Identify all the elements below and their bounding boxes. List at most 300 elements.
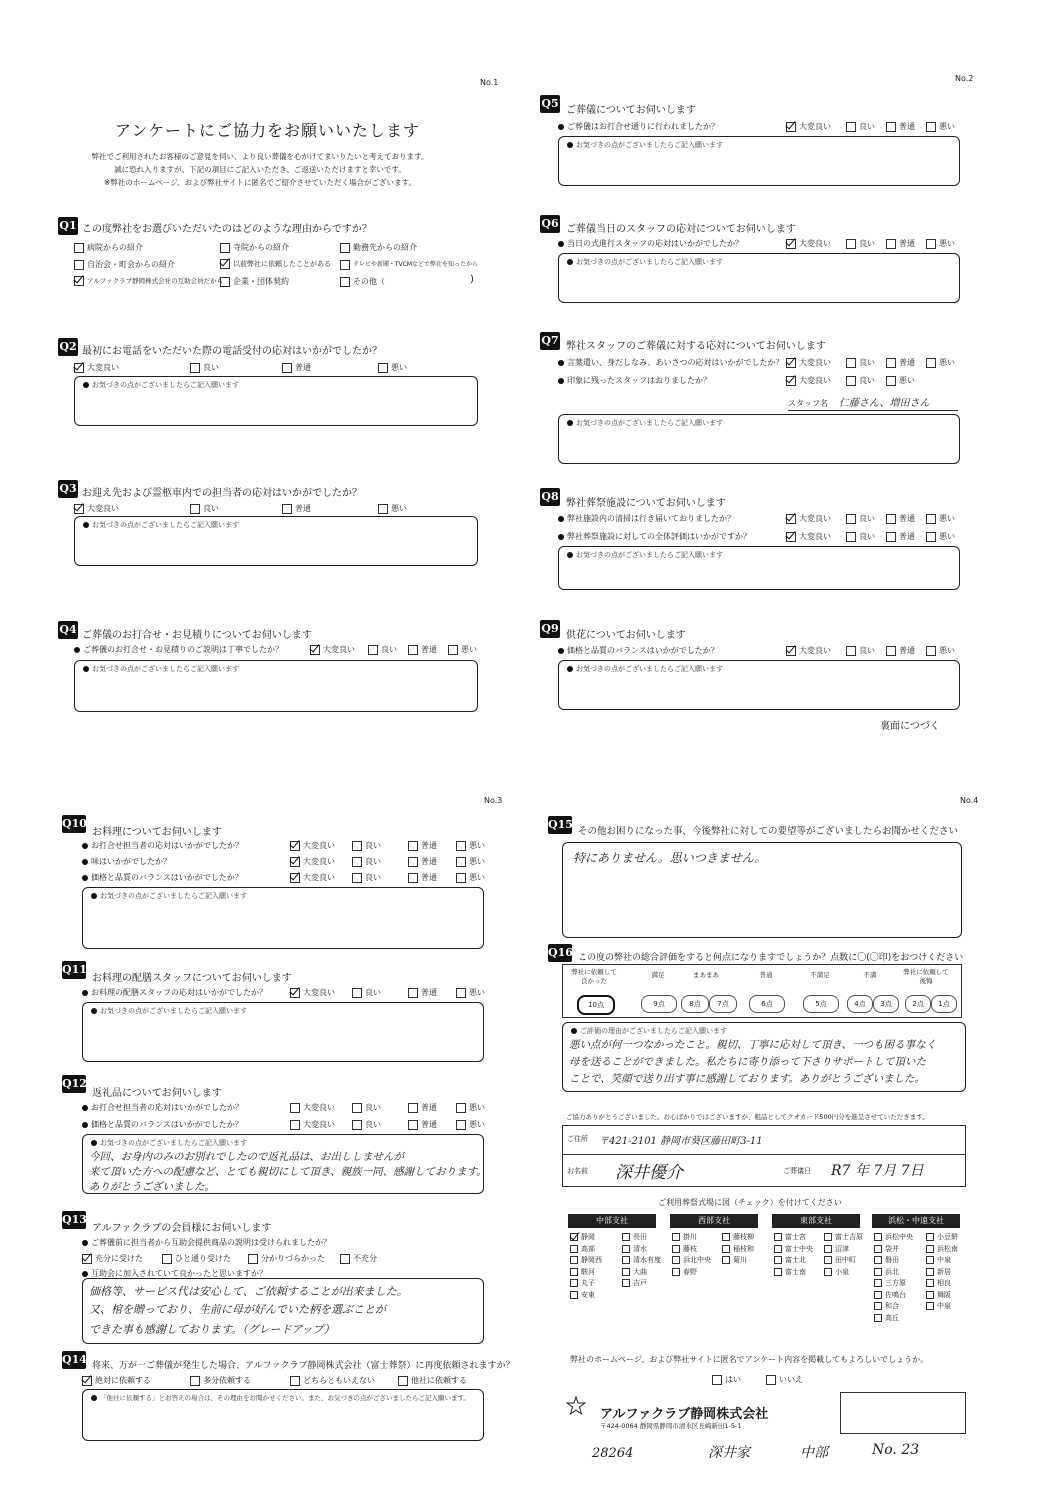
q5-option-4[interactable]: 悪い <box>926 121 955 132</box>
checkbox[interactable] <box>340 277 350 287</box>
q8-option-3[interactable]: 普通 <box>886 513 915 524</box>
q7-staff-field[interactable] <box>788 394 958 411</box>
q13-option-3[interactable]: 分かりづらかった <box>248 1253 325 1264</box>
q10-row2-opt3[interactable]: 普通 <box>408 856 437 867</box>
q7-option-3[interactable]: 普通 <box>886 357 915 368</box>
q5-option-3[interactable]: 普通 <box>886 121 915 132</box>
checkbox[interactable] <box>886 239 896 249</box>
q8-option2-1[interactable]: 大変良い <box>786 531 831 542</box>
branch-option[interactable] <box>926 1244 958 1254</box>
checkbox[interactable] <box>846 514 856 524</box>
checkbox[interactable] <box>712 1375 722 1385</box>
q3-option-4[interactable]: 悪い <box>378 503 407 514</box>
checkbox[interactable] <box>248 1254 258 1264</box>
checkbox[interactable] <box>824 1245 832 1253</box>
q5-option-1[interactable]: 大変良い <box>786 121 831 132</box>
branch-option[interactable] <box>672 1267 697 1277</box>
q3-option-2[interactable]: 良い <box>190 503 219 514</box>
q1-option[interactable]: 以前弊社に依頼したことがある <box>220 259 331 269</box>
checkbox[interactable] <box>846 122 856 132</box>
branch-option[interactable] <box>926 1232 958 1242</box>
checkbox[interactable] <box>672 1256 680 1264</box>
checkbox[interactable] <box>874 1233 882 1241</box>
checkbox[interactable] <box>926 1233 934 1241</box>
checkbox-checked[interactable] <box>570 1233 578 1241</box>
q14-option-2[interactable]: 多分依頼する <box>190 1375 251 1386</box>
q7-option-2[interactable]: 良い <box>846 357 875 368</box>
checkbox[interactable] <box>874 1314 882 1322</box>
checkbox-checked[interactable] <box>786 514 796 524</box>
checkbox[interactable] <box>352 1103 362 1113</box>
q13-option-2[interactable]: ひと通り受けた <box>162 1253 231 1264</box>
checkbox-checked[interactable] <box>290 988 300 998</box>
branch-header-seibu: 西部支社 <box>670 1214 758 1228</box>
q13-sub-2: 互助会に加入されていて良かったと思いますか？ <box>82 1268 267 1279</box>
checkbox[interactable] <box>190 363 200 373</box>
branch-option[interactable] <box>672 1244 697 1254</box>
checkbox[interactable] <box>456 841 466 851</box>
branch-option[interactable] <box>874 1278 906 1288</box>
checkbox-checked[interactable] <box>82 1254 92 1264</box>
branch-option-label: 春野 <box>683 1267 697 1276</box>
checkbox[interactable] <box>408 1103 418 1113</box>
branch-option[interactable] <box>672 1255 711 1265</box>
privacy-box <box>840 1392 966 1434</box>
q12-row1-opt1[interactable]: 大変良い <box>290 1102 335 1113</box>
checkbox[interactable] <box>672 1268 680 1276</box>
q12-row1-opt2[interactable]: 良い <box>352 1102 381 1113</box>
checkbox[interactable] <box>846 239 856 249</box>
checkbox[interactable] <box>622 1245 630 1253</box>
q1-option[interactable]: 企業・団体契約 <box>220 276 289 287</box>
q2-option-4[interactable]: 悪い <box>378 362 407 373</box>
checkbox[interactable] <box>926 514 936 524</box>
checkbox-checked[interactable] <box>82 1376 92 1386</box>
branch-option-label: 佐鳴台 <box>885 1290 906 1299</box>
q12-row2-opt2[interactable]: 良い <box>352 1119 381 1130</box>
q7-option-4[interactable]: 悪い <box>926 357 955 368</box>
checkbox[interactable] <box>926 122 936 132</box>
checkbox[interactable] <box>408 857 418 867</box>
branch-option[interactable] <box>722 1255 747 1265</box>
publish-question: 弊社のホームページ、および弊社サイトに匿名でアンケート内容を掲載してもよろしいでしょうか。 <box>570 1355 929 1364</box>
q1-option[interactable]: アルファクラブ静岡株式会社の互助会員だから <box>74 276 223 286</box>
checkbox-checked[interactable] <box>74 504 84 514</box>
branch-option[interactable] <box>824 1244 849 1254</box>
checkbox[interactable] <box>352 1120 362 1130</box>
checkbox[interactable] <box>570 1268 578 1276</box>
q4-option-2[interactable]: 良い <box>368 644 397 655</box>
checkbox[interactable] <box>926 1302 934 1310</box>
checkbox[interactable] <box>886 376 896 386</box>
branch-option-label: 三方原 <box>885 1279 906 1287</box>
checkbox[interactable] <box>672 1233 680 1241</box>
q2-option-3[interactable]: 普通 <box>282 362 311 373</box>
q3-question: お迎え先および霊柩車内での担当者の応対はいかがでしたか？ <box>82 488 362 499</box>
q15-comment-box[interactable] <box>562 842 962 938</box>
branch-option[interactable] <box>926 1255 951 1265</box>
branch-option[interactable] <box>570 1278 595 1288</box>
checkbox[interactable] <box>874 1268 882 1276</box>
q14-comment-box[interactable]: 「他社に依頼する」とお答えの場合は、その理由をお聞かせください。また、お気づきの点がございましたらご記入願います。 <box>82 1389 484 1441</box>
q12-row1-opt3[interactable]: 普通 <box>408 1102 437 1113</box>
q12-question: 返礼品についてお伺いします <box>92 1088 222 1099</box>
checkbox[interactable] <box>448 645 458 655</box>
checkbox[interactable] <box>622 1268 630 1276</box>
q10-row2-opt2[interactable]: 良い <box>352 856 381 867</box>
checkbox[interactable] <box>74 243 84 253</box>
q12-row2-opt1[interactable]: 大変良い <box>290 1119 335 1130</box>
q9-option-2[interactable]: 良い <box>846 645 875 656</box>
q2-option-1[interactable]: 大変良い <box>74 362 119 373</box>
checkbox[interactable] <box>352 873 362 883</box>
checkbox[interactable] <box>190 1376 200 1386</box>
q3-comment-box[interactable]: お気づきの点がございましたらご記入願います <box>74 516 478 566</box>
branch-option-label: 清水有度 <box>633 1256 661 1264</box>
checkbox[interactable] <box>290 1103 300 1113</box>
branch-option[interactable] <box>570 1267 595 1277</box>
checkbox-checked[interactable] <box>786 358 796 368</box>
name-row[interactable] <box>563 1154 965 1186</box>
checkbox[interactable] <box>340 260 350 270</box>
q14-option-1[interactable]: 絶対に依頼する <box>82 1375 151 1386</box>
checkbox-checked[interactable] <box>74 276 84 286</box>
q8-option-4[interactable]: 悪い <box>926 513 955 524</box>
q6-option-3[interactable]: 普通 <box>886 238 915 249</box>
checkbox[interactable] <box>846 532 856 542</box>
checkbox[interactable] <box>926 1256 934 1264</box>
score-10-selected[interactable]: 10点 <box>577 995 615 1015</box>
q13-option-1[interactable]: 充分に受けた <box>82 1253 143 1264</box>
score-3[interactable]: 3点 <box>873 995 899 1013</box>
checkbox[interactable] <box>282 363 292 373</box>
checkbox-checked[interactable] <box>290 841 300 851</box>
checkbox[interactable] <box>352 988 362 998</box>
q10-row2-opt1[interactable]: 大変良い <box>290 856 335 867</box>
checkbox[interactable] <box>926 646 936 656</box>
bullet-icon <box>567 420 573 426</box>
q9-option-4[interactable]: 悪い <box>926 645 955 656</box>
branch-option[interactable] <box>874 1255 899 1265</box>
checkbox[interactable] <box>162 1254 172 1264</box>
branch-option[interactable] <box>874 1313 899 1323</box>
q1-option[interactable]: 病院からの紹介 <box>74 242 143 253</box>
q6-comment-box[interactable]: お気づきの点がございましたらご記入願います <box>558 253 960 303</box>
q10-row2-opt4[interactable]: 悪い <box>456 856 485 867</box>
q2-option-2[interactable]: 良い <box>190 362 219 373</box>
checkbox[interactable] <box>408 1120 418 1130</box>
checkbox[interactable] <box>408 841 418 851</box>
q1-option[interactable]: 寺院からの紹介 <box>220 242 289 253</box>
q12-row2-opt4[interactable]: 悪い <box>456 1119 485 1130</box>
q10-row1-opt3[interactable]: 普通 <box>408 840 437 851</box>
branch-option[interactable] <box>774 1232 806 1242</box>
checkbox[interactable] <box>874 1256 882 1264</box>
q7-option-1[interactable]: 大変良い <box>786 357 831 368</box>
checkbox[interactable] <box>874 1291 882 1299</box>
checkbox[interactable] <box>408 988 418 998</box>
checkbox[interactable] <box>874 1245 882 1253</box>
branch-option[interactable] <box>622 1244 647 1254</box>
branch-option[interactable] <box>722 1232 754 1242</box>
checkbox[interactable] <box>456 857 466 867</box>
score-4[interactable]: 4点 <box>847 995 873 1013</box>
branch-option[interactable] <box>926 1278 951 1288</box>
branch-option[interactable] <box>622 1267 647 1277</box>
q10-row3-opt2[interactable]: 良い <box>352 872 381 883</box>
publish-no[interactable]: いいえ <box>766 1374 803 1385</box>
q10-row3-opt3[interactable]: 普通 <box>408 872 437 883</box>
branch-option[interactable] <box>824 1267 849 1277</box>
checkbox[interactable] <box>352 841 362 851</box>
q6-option-4[interactable]: 悪い <box>926 238 955 249</box>
checkbox[interactable] <box>408 873 418 883</box>
checkbox[interactable] <box>290 1120 300 1130</box>
q13-comment-box[interactable] <box>82 1278 484 1344</box>
branch-option[interactable] <box>722 1244 754 1254</box>
checkbox[interactable] <box>886 532 896 542</box>
checkbox[interactable] <box>672 1245 680 1253</box>
branch-option[interactable] <box>874 1244 899 1254</box>
checkbox-checked[interactable] <box>290 857 300 867</box>
checkbox[interactable] <box>874 1302 882 1310</box>
checkbox[interactable] <box>290 1376 300 1386</box>
q8-option2-2[interactable]: 良い <box>846 531 875 542</box>
q8-option2-3[interactable]: 普通 <box>886 531 915 542</box>
checkbox[interactable] <box>220 277 230 287</box>
q11-option-3[interactable]: 普通 <box>408 987 437 998</box>
q5-comment-box[interactable]: お気づきの点がございましたらご記入願います <box>558 136 960 186</box>
branch-option[interactable] <box>672 1232 697 1242</box>
branch-option[interactable] <box>874 1290 906 1300</box>
checkbox[interactable] <box>874 1279 882 1287</box>
bullet-icon <box>558 378 564 384</box>
checkbox[interactable] <box>926 1291 934 1299</box>
q1-option[interactable]: 自治会・町会からの紹介 <box>74 259 175 270</box>
checkbox[interactable] <box>886 514 896 524</box>
q8-question: 弊社葬祭施設についてお伺いします <box>566 498 726 509</box>
branch-option[interactable] <box>570 1290 595 1300</box>
branch-option[interactable] <box>926 1267 951 1277</box>
checkbox[interactable] <box>774 1245 782 1253</box>
q10-row3-opt1[interactable]: 大変良い <box>290 872 335 883</box>
branch-option-label: 沼津 <box>835 1244 849 1253</box>
branch-option[interactable] <box>774 1255 806 1265</box>
q6-option-1[interactable]: 大変良い <box>786 238 831 249</box>
q10-row1-opt4[interactable]: 悪い <box>456 840 485 851</box>
checkbox-checked[interactable] <box>786 239 796 249</box>
q12-comment-box[interactable]: お気づきの点がございましたらご記入願います 今回、お身内のみのお別れでしたので返礼品は、お出ししませんが 来て頂いた方への配慮など、とても親切にして頂き、親族一同、感謝しております。 ありがとうございました。 <box>82 1134 484 1194</box>
q3-option-3[interactable]: 普通 <box>282 503 311 514</box>
q13-option-4[interactable]: 不充分 <box>340 1253 377 1264</box>
q7-option2-3[interactable]: 悪い <box>886 375 915 386</box>
q9-option-1[interactable]: 大変良い <box>786 645 831 656</box>
checkbox-checked[interactable] <box>786 532 796 542</box>
checkbox-checked[interactable] <box>220 259 230 269</box>
q2-comment-box[interactable]: お気づきの点がございましたらご記入願います <box>74 376 478 426</box>
q1-badge: Q1 <box>58 217 78 235</box>
q9-comment-box[interactable]: お気づきの点がございましたらご記入願います <box>558 660 960 710</box>
q4-option-4[interactable]: 悪い <box>448 644 477 655</box>
checkbox[interactable] <box>456 1120 466 1130</box>
q11-comment-box[interactable]: お気づきの点がございましたらご記入願います <box>82 1002 484 1062</box>
score-1[interactable]: 1点 <box>931 995 957 1013</box>
q11-option-4[interactable]: 悪い <box>456 987 485 998</box>
checkbox-checked[interactable] <box>74 363 84 373</box>
checkbox[interactable] <box>926 532 936 542</box>
score-6[interactable]: 6点 <box>749 995 785 1013</box>
q4-comment-box[interactable]: お気づきの点がございましたらご記入願います <box>74 660 478 712</box>
q12-row2-opt3[interactable]: 普通 <box>408 1119 437 1130</box>
checkbox[interactable] <box>766 1375 776 1385</box>
checkbox[interactable] <box>570 1256 578 1264</box>
checkbox[interactable] <box>456 873 466 883</box>
bullet-icon <box>571 1028 577 1034</box>
score-label: 不満足 <box>810 971 830 979</box>
branch-option[interactable] <box>824 1255 856 1265</box>
q15-handwritten: 特にありません。思いつきません。 <box>573 851 767 865</box>
q7-comment-box[interactable]: お気づきの点がございましたらご記入願います <box>558 414 960 464</box>
checkbox[interactable] <box>340 1254 350 1264</box>
q7-sub-1: 言葉遣い、身だしなみ、あいさつの応対はいかがでしたか？ <box>558 357 783 368</box>
checkbox[interactable] <box>824 1256 832 1264</box>
q8-option-1[interactable]: 大変良い <box>786 513 831 524</box>
q8-comment-box[interactable]: お気づきの点がございましたらご記入願います <box>558 546 960 590</box>
q8-option2-4[interactable]: 悪い <box>926 531 955 542</box>
branch-option[interactable] <box>874 1267 899 1277</box>
score-2[interactable]: 2点 <box>905 995 931 1013</box>
branch-option[interactable] <box>570 1232 595 1242</box>
checkbox[interactable] <box>926 1268 934 1276</box>
q4-option-1[interactable]: 大変良い <box>310 644 355 655</box>
q10-comment-box[interactable]: お気づきの点がございましたらご記入願います <box>82 887 484 949</box>
checkbox[interactable] <box>190 504 200 514</box>
branch-option[interactable] <box>570 1255 602 1265</box>
checkbox[interactable] <box>398 1376 408 1386</box>
branch-option[interactable] <box>774 1267 806 1277</box>
checkbox-checked[interactable] <box>786 376 796 386</box>
q11-option-2[interactable]: 良い <box>352 987 381 998</box>
checkbox[interactable] <box>886 646 896 656</box>
checkbox[interactable] <box>570 1291 578 1299</box>
checkbox[interactable] <box>926 358 936 368</box>
q14-option-4[interactable]: 他社に依頼する <box>398 1375 467 1386</box>
branch-option[interactable] <box>622 1232 647 1242</box>
checkbox[interactable] <box>824 1233 832 1241</box>
checkbox-checked[interactable] <box>786 122 796 132</box>
checkbox-checked[interactable] <box>786 646 796 656</box>
score-5[interactable]: 5点 <box>803 995 839 1013</box>
q1-option[interactable]: その他（ <box>340 276 385 287</box>
publish-yes[interactable]: はい <box>712 1374 741 1385</box>
score-8[interactable]: 8点 <box>681 995 709 1013</box>
checkbox[interactable] <box>846 646 856 656</box>
bullet-icon <box>558 648 564 654</box>
checkbox[interactable] <box>622 1279 630 1287</box>
checkbox[interactable] <box>846 376 856 386</box>
checkbox[interactable] <box>570 1245 578 1253</box>
q9-option-3[interactable]: 普通 <box>886 645 915 656</box>
score-9[interactable]: 9点 <box>641 995 677 1013</box>
checkbox[interactable] <box>886 358 896 368</box>
checkbox[interactable] <box>368 645 378 655</box>
checkbox[interactable] <box>846 358 856 368</box>
branch-option[interactable] <box>622 1278 647 1288</box>
checkbox[interactable] <box>774 1268 782 1276</box>
checkbox[interactable] <box>456 988 466 998</box>
q7-option2-1[interactable]: 大変良い <box>786 375 831 386</box>
checkbox[interactable] <box>926 1245 934 1253</box>
checkbox-checked[interactable] <box>310 645 320 655</box>
q1-option[interactable]: 勤務先からの紹介 <box>340 242 417 253</box>
checkbox[interactable] <box>926 1279 934 1287</box>
checkbox[interactable] <box>378 504 388 514</box>
checkbox[interactable] <box>408 645 418 655</box>
checkbox[interactable] <box>622 1233 630 1241</box>
checkbox[interactable] <box>774 1233 782 1241</box>
q7-sub-2: 印象に残ったスタッフはおりましたか？ <box>558 375 711 386</box>
q7-option2-2[interactable]: 良い <box>846 375 875 386</box>
q12-row1-opt4[interactable]: 悪い <box>456 1102 485 1113</box>
address-handwritten: 〒421-2101 静岡市葵区藤田町3-11 <box>599 1136 763 1147</box>
q11-option-1[interactable]: 大変良い <box>290 987 335 998</box>
branch-option-label: 清水 <box>633 1244 647 1253</box>
q12-handwritten-2: 来て頂いた方への配慮など、とても親切にして頂き、親族一同、感謝しております。 <box>89 1166 487 1178</box>
checkbox[interactable] <box>926 239 936 249</box>
q14-option-3[interactable]: どちらともいえない <box>290 1375 375 1386</box>
q4-option-3[interactable]: 普通 <box>408 644 437 655</box>
q8-option-2[interactable]: 良い <box>846 513 875 524</box>
q10-row1-opt2[interactable]: 良い <box>352 840 381 851</box>
q16-comment-box[interactable]: ご評価の理由がございましたらご記入願います 悪い点が何一つなかったこと。親切、丁寧に応対して頂き、一つも困る事なく 母を送ることができました。私たちに寄り添って下さりサポートして頂いた ことで、笑顔で送り出す事に感謝しております。ありがとうございました。 <box>562 1022 966 1092</box>
branch-option[interactable] <box>570 1244 595 1254</box>
checkbox[interactable] <box>352 857 362 867</box>
checkbox[interactable] <box>774 1256 782 1264</box>
contact-box <box>562 1125 966 1187</box>
score-7[interactable]: 7点 <box>709 995 737 1013</box>
address-row[interactable] <box>563 1126 965 1155</box>
branch-option[interactable] <box>874 1232 913 1242</box>
branch-option[interactable] <box>926 1290 951 1300</box>
branch-option[interactable] <box>824 1232 863 1242</box>
branch-option[interactable] <box>926 1301 951 1311</box>
branch-option[interactable] <box>874 1301 899 1311</box>
checkbox[interactable] <box>282 504 292 514</box>
q10-row3-opt4[interactable]: 悪い <box>456 872 485 883</box>
checkbox[interactable] <box>824 1268 832 1276</box>
checkbox[interactable] <box>722 1245 730 1253</box>
checkbox[interactable] <box>622 1256 630 1264</box>
branch-header-tobu: 東部支社 <box>772 1214 860 1228</box>
q10-row1-opt1[interactable]: 大変良い <box>290 840 335 851</box>
checkbox[interactable] <box>340 243 350 253</box>
q6-option-2[interactable]: 良い <box>846 238 875 249</box>
q5-option-2[interactable]: 良い <box>846 121 875 132</box>
checkbox[interactable] <box>220 243 230 253</box>
checkbox[interactable] <box>722 1256 730 1264</box>
checkbox[interactable] <box>378 363 388 373</box>
checkbox[interactable] <box>570 1279 578 1287</box>
checkbox[interactable] <box>722 1233 730 1241</box>
checkbox[interactable] <box>886 122 896 132</box>
q1-option[interactable]: テレビや新聞・TVCMなどで弊社を知ったから <box>340 259 478 270</box>
checkbox-checked[interactable] <box>290 873 300 883</box>
branch-option[interactable] <box>622 1255 661 1265</box>
checkbox[interactable] <box>456 1103 466 1113</box>
branch-option[interactable] <box>774 1244 813 1254</box>
checkbox[interactable] <box>74 260 84 270</box>
q3-option-1[interactable]: 大変良い <box>74 503 119 514</box>
